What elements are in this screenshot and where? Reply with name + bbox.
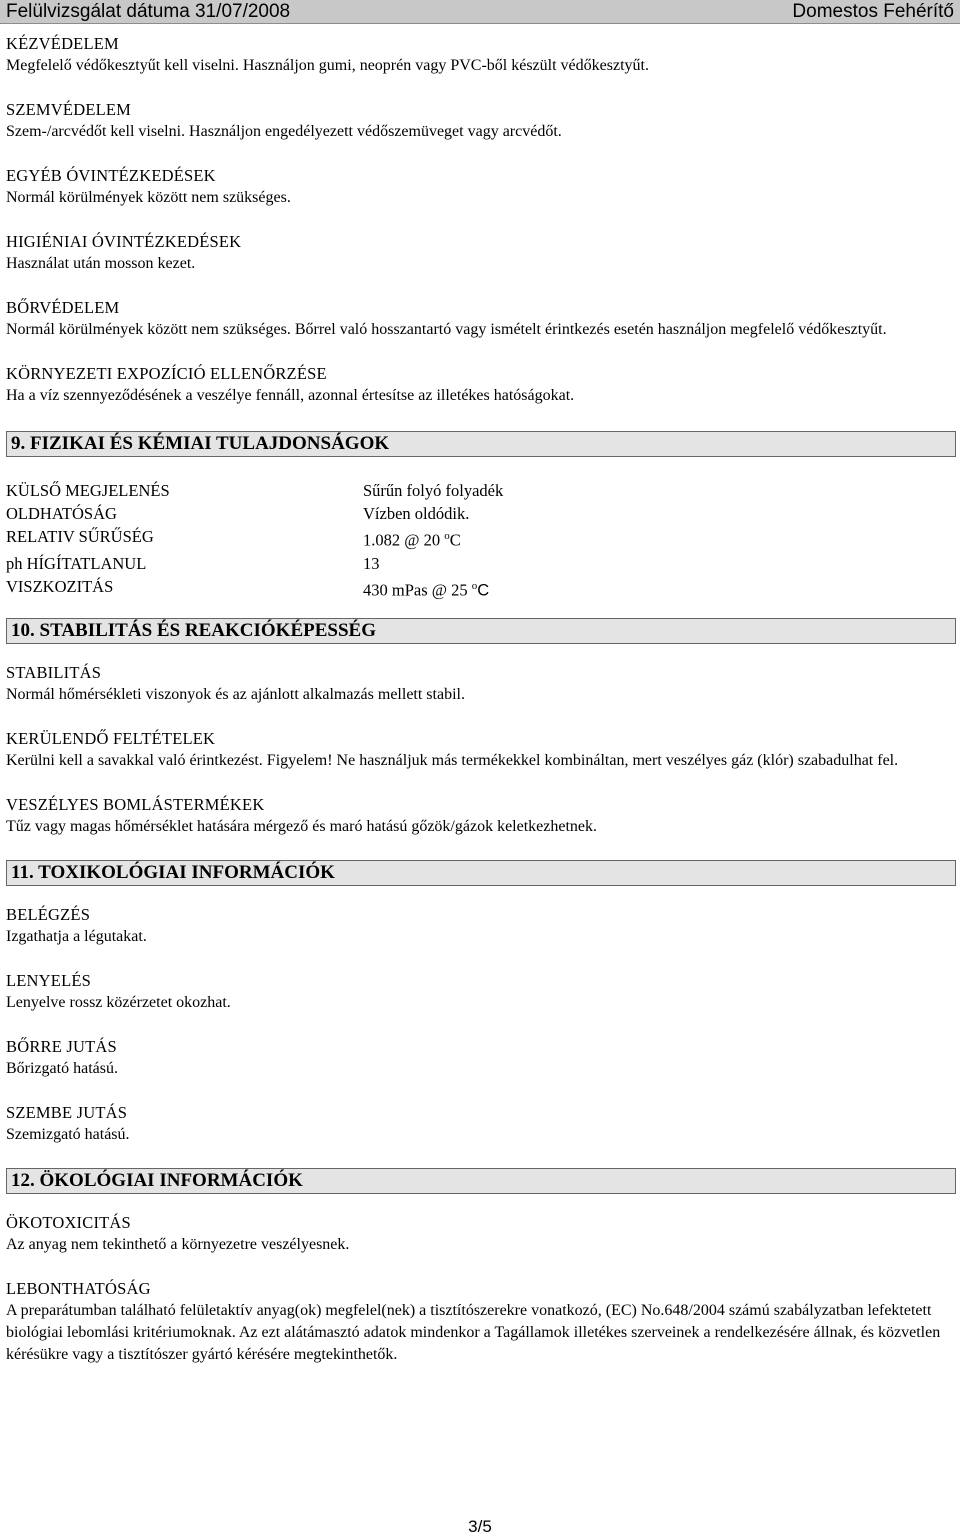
subsection-heading: BELÉGZÉS [6, 905, 91, 924]
subsection-heading: LENYELÉS [6, 971, 92, 990]
subsection-heading: LEBONTHATÓSÁG [6, 1279, 151, 1298]
subsection-heading: KÖRNYEZETI EXPOZÍCIÓ ELLENŐRZÉSE [6, 364, 327, 383]
property-key: VISZKOZITÁS [6, 576, 114, 596]
subsection-text: Izgathatja a légutakat. [6, 928, 147, 945]
subsection-heading: ÖKOTOXICITÁS [6, 1213, 131, 1232]
subsection-text: Tűz vagy magas hőmérséklet hatására mérgező és maró hatású gőzök/gázok keletkezhetnek. [6, 818, 598, 835]
subsection-text: Normál körülmények között nem szükséges. [6, 189, 291, 206]
subsection-lenyeles [6, 970, 958, 1014]
section-title-11: 11. TOXIKOLÓGIAI INFORMÁCIÓK [6, 860, 956, 886]
subsection-heading: SZEMBE JUTÁS [6, 1103, 128, 1122]
subsection-okotoxicitas [6, 1212, 958, 1256]
subsection-higieniai-ovintezkedesek [6, 231, 958, 275]
subsection-text: Szem-/arcvédőt kell viselni. Használjon engedélyezett védőszemüveget vagy arcvédőt. [6, 123, 562, 140]
document-body [6, 33, 958, 1366]
subsection-heading: HIGIÉNIAI ÓVINTÉZKEDÉSEK [6, 232, 242, 251]
subsection-szemvedelem [6, 99, 958, 143]
property-key: RELATIV SŰRŰSÉG [6, 527, 154, 546]
subsection-heading: EGYÉB ÓVINTÉZKEDÉSEK [6, 166, 216, 185]
subsection-belegzes [6, 904, 958, 948]
subsection-egyeb-ovintezkedesek [6, 165, 958, 209]
subsection-kornyezeti-expozicio [6, 363, 958, 407]
degree-sup: o [471, 579, 478, 592]
property-key: ph HÍGÍTATLANUL [6, 553, 147, 573]
subsection-text: Szemizgató hatású. [6, 1126, 130, 1143]
property-row [6, 502, 958, 525]
properties-table [6, 479, 958, 602]
section-title-12: 12. ÖKOLÓGIAI INFORMÁCIÓK [6, 1168, 956, 1194]
subsection-veszelyes-bomlastermekek [6, 794, 958, 838]
subsection-text: Bőrizgató hatású. [6, 1060, 118, 1077]
subsection-kezvedelem [6, 33, 958, 77]
subsection-heading: BŐRVÉDELEM [6, 298, 120, 317]
subsection-borre-jutas [6, 1036, 958, 1080]
subsection-heading: VESZÉLYES BOMLÁSTERMÉKEK [6, 795, 265, 814]
subsection-text: Kerülni kell a savakkal való érintkezést. Figyelem! Ne használjuk más termékekkel kombináltan, mert veszélyes gáz (klór) szabadulhat fel. [6, 752, 899, 769]
property-value: 1.082 @ 20 $^o$C [363, 530, 461, 550]
property-row [6, 479, 958, 502]
property-value: Sűrűn folyó folyadék [363, 481, 504, 500]
document-header [0, 0, 960, 24]
subsection-szembe-jutas [6, 1102, 958, 1146]
property-row [6, 575, 958, 603]
section-title-10: 10. STABILITÁS ÉS REAKCIÓKÉPESSÉG [6, 618, 956, 644]
subsection-kerulendo-feltetelek [6, 728, 958, 772]
subsection-heading: KERÜLENDŐ FELTÉTELEK [6, 729, 216, 748]
property-key: OLDHATÓSÁG [6, 504, 117, 523]
subsection-heading: BŐRRE JUTÁS [6, 1037, 117, 1056]
subsection-text: Az anyag nem tekinthető a környezetre veszélyesnek. [6, 1236, 350, 1253]
subsection-borvedelem [6, 297, 958, 341]
property-row [6, 525, 958, 552]
property-value: 13 [363, 553, 380, 573]
property-value: 430 mPas @ 25 $^o$C [363, 579, 490, 599]
subsection-text: Megfelelő védőkesztyűt kell viselni. Használjon gumi, neoprén vagy PVC-ből készült védőkesztyűt. [6, 57, 649, 74]
subsection-heading: STABILITÁS [6, 663, 102, 682]
section-title-9: 9. FIZIKAI ÉS KÉMIAI TULAJDONSÁGOK [6, 431, 956, 457]
property-key: KÜLSŐ MEGJELENÉS [6, 481, 170, 500]
revision-date: Felülvizsgálat dátuma 31/07/2008 [6, 1, 291, 22]
subsection-text: Használat után mosson kezet. [6, 255, 196, 272]
subsection-text: A preparátumban található felületaktív anyag(ok) megfelel(nek) a tisztítószerekre vonatkozó, (EC) No.648/2004 számú szabályzatban lefektetett biológiai lebomlási kritériumoknak. Az ezt alátámasztó adatok mindenkor a Tagállamok illetékes szerveinek a rendelkezésére állnak, és közvetlen kérésükre vagy a tisztítószer gyártó kérésére megtekinthetők. [6, 1302, 941, 1363]
subsection-heading: SZEMVÉDELEM [6, 100, 132, 119]
subsection-stabilitas [6, 662, 958, 706]
degree-sup: o [444, 530, 450, 542]
product-name: Domestos Fehérítő [792, 1, 954, 22]
page-number: 3/5 [468, 1517, 492, 1536]
subsection-text: Normál körülmények között nem szükséges. Bőrrel való hosszantartó vagy ismételt érintkezés esetén használjon megfelelő védőkesztyűt. [6, 321, 887, 338]
subsection-text: Normál hőmérsékleti viszonyok és az ajánlott alkalmazás mellett stabil. [6, 686, 465, 703]
property-value: Vízben oldódik. [363, 504, 470, 523]
property-row [6, 552, 958, 575]
subsection-lebonthatosag [6, 1278, 958, 1366]
subsection-text: Lenyelve rossz közérzetet okozhat. [6, 994, 231, 1011]
subsection-text: Ha a víz szennyeződésének a veszélye fennáll, azonnal értesítse az illetékes hatóságokat. [6, 387, 575, 404]
subsection-heading: KÉZVÉDELEM [6, 34, 119, 53]
